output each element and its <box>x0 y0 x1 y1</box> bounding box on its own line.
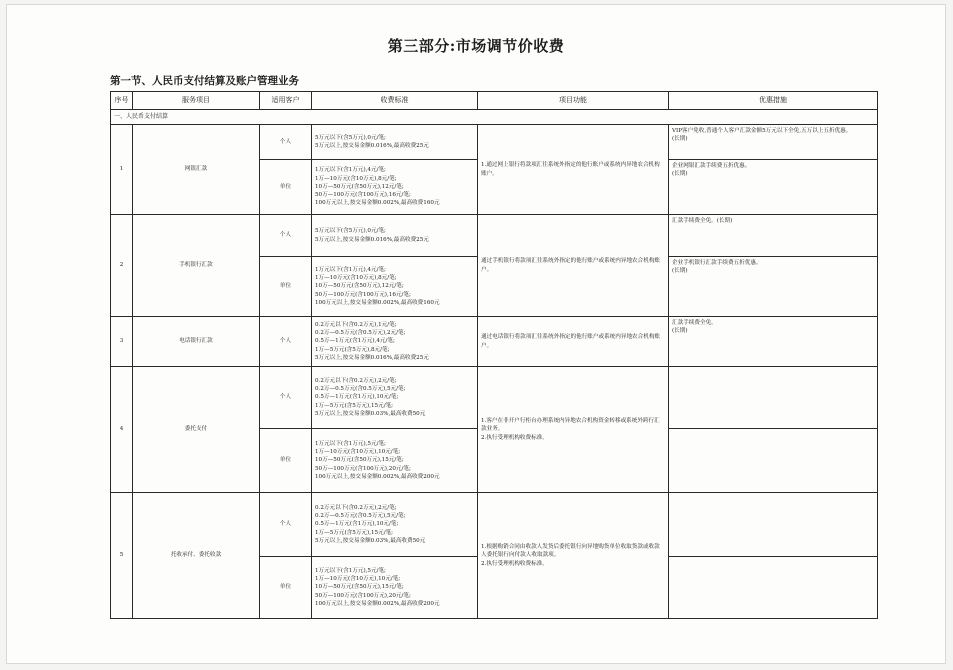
discount: 汇款手续费全免。 (长期) <box>669 317 878 367</box>
discount: 企业手机银行汇款手续费五折优惠。 (长期) <box>669 257 878 317</box>
document-page <box>6 4 946 664</box>
item-number: 3 <box>111 317 133 367</box>
item-function: 通过手机银行将款项汇往系统外指定的他行账户或系统内异地农合机构账户。 <box>478 215 669 317</box>
fee-standard: 0.2万元以下(含0.2万元),1元/笔; 0.2万—0.5万元(含0.5万元),2元/笔; 0.5万—1万元(含1万元),4元/笔; 1万—5万元(含5万元),8元/笔; 5万元以上,按交易金额0.016%,最高收费25元 <box>312 317 478 367</box>
item-function: 1.根据购销合同由收款人发货后委托银行向异地购货单位收取货款或收款人委托银行向付款人收取款项。 2.执行受理机构收费标准。 <box>478 493 669 619</box>
discount <box>669 367 878 429</box>
item-number: 5 <box>111 493 133 619</box>
page-title: 第三部分:市场调节价收费 <box>387 37 565 55</box>
item-number: 1 <box>111 125 133 215</box>
item-function: 1.通过网上银行将款项汇往系统外指定的他行账户或系统内异地农合机构账户。 <box>478 125 669 215</box>
customer-type: 个人 <box>260 367 312 429</box>
discount <box>669 429 878 493</box>
fee-standard: 1万元以下(含1万元),4元/笔; 1万—10万元(含10万元),8元/笔; 10万—50万元(含50万元),12元/笔; 50万—100万元(含100万元),16元/笔; 100万元以上,按交易金额0.002%,最高收费160元 <box>312 257 478 317</box>
category-label: 一、人民币支付结算 <box>111 110 878 125</box>
discount: 汇款手续费全免。(长期) <box>669 215 878 257</box>
header-function: 项目功能 <box>478 92 669 110</box>
item-name: 网银汇款 <box>133 125 260 215</box>
discount: VIP客户免收,普通个人客户汇款金额5万元以下全免,五万以上五折优惠。 (长期) <box>669 125 878 160</box>
customer-type: 个人 <box>260 215 312 257</box>
fee-table <box>110 91 878 619</box>
item-name: 委托支付 <box>133 367 260 493</box>
fee-standard: 1万元以下(含1万元),5元/笔; 1万—10万元(含10万元),10元/笔; 10万—50万元(含50万元),15元/笔; 50万—100万元(含100万元),20元/笔; 100万元以上,按交易金额0.002%,最高收费200元 <box>312 429 478 493</box>
table-row <box>111 317 878 367</box>
discount <box>669 557 878 619</box>
customer-type: 单位 <box>260 160 312 215</box>
header-service: 服务项目 <box>133 92 260 110</box>
item-name: 托收承付、委托收款 <box>133 493 260 619</box>
fee-standard: 0.2万元以下(含0.2万元),2元/笔; 0.2万—0.5万元(含0.5万元),5元/笔; 0.5万—1万元(含1万元),10元/笔; 1万—5万元(含5万元),15元/笔; 5万元以上,按交易金额0.03%,最高收费50元 <box>312 367 478 429</box>
item-number: 2 <box>111 215 133 317</box>
fee-standard: 1万元以下(含1万元),4元/笔; 1万—10万元(含10万元),8元/笔; 10万—50万元(含50万元),12元/笔; 50万—100万元(含100万元),16元/笔; 100万元以上,按交易金额0.002%,最高收费160元 <box>312 160 478 215</box>
header-discount: 优惠措施 <box>669 92 878 110</box>
header-customer: 适用客户 <box>260 92 312 110</box>
header-fees: 收费标准 <box>312 92 478 110</box>
category-row <box>111 110 878 125</box>
discount: 企业网银汇款手续费五折优惠。 (长期) <box>669 160 878 215</box>
table-row <box>111 125 878 160</box>
table-header-row <box>111 92 878 110</box>
fee-standard: 5万元以下(含5万元),0元/笔; 5万元以上,按交易金额0.016%,最高收费25元 <box>312 125 478 160</box>
item-number: 4 <box>111 367 133 493</box>
table-row <box>111 215 878 257</box>
customer-type: 单位 <box>260 257 312 317</box>
item-name: 电话银行汇款 <box>133 317 260 367</box>
item-function: 1.客户在非开户行柜台办理系统内异地农合机构资金转移或系统外跨行汇款业务。 2.执行受理机构收费标准。 <box>478 367 669 493</box>
table-row <box>111 493 878 557</box>
section-heading: 第一节、人民币支付结算及账户管理业务 <box>110 75 299 87</box>
customer-type: 单位 <box>260 557 312 619</box>
fee-standard: 1万元以下(含1万元),5元/笔; 1万—10万元(含10万元),10元/笔; 10万—50万元(含50万元),15元/笔; 50万—100万元(含100万元),20元/笔; 100万元以上,按交易金额0.002%,最高收费200元 <box>312 557 478 619</box>
customer-type: 个人 <box>260 493 312 557</box>
fee-standard: 5万元以下(含5万元),0元/笔; 5万元以上,按交易金额0.016%,最高收费25元 <box>312 215 478 257</box>
discount <box>669 493 878 557</box>
header-no: 序号 <box>111 92 133 110</box>
item-name: 手机银行汇款 <box>133 215 260 317</box>
item-function: 通过电话银行将款项汇往系统外指定的他行账户或系统内异地农合机构账户。 <box>478 317 669 367</box>
customer-type: 个人 <box>260 317 312 367</box>
table-row <box>111 367 878 429</box>
customer-type: 个人 <box>260 125 312 160</box>
customer-type: 单位 <box>260 429 312 493</box>
fee-standard: 0.2万元以下(含0.2万元),2元/笔; 0.2万—0.5万元(含0.5万元),5元/笔; 0.5万—1万元(含1万元),10元/笔; 1万—5万元(含5万元),15元/笔; 5万元以上,按交易金额0.03%,最高收费50元 <box>312 493 478 557</box>
